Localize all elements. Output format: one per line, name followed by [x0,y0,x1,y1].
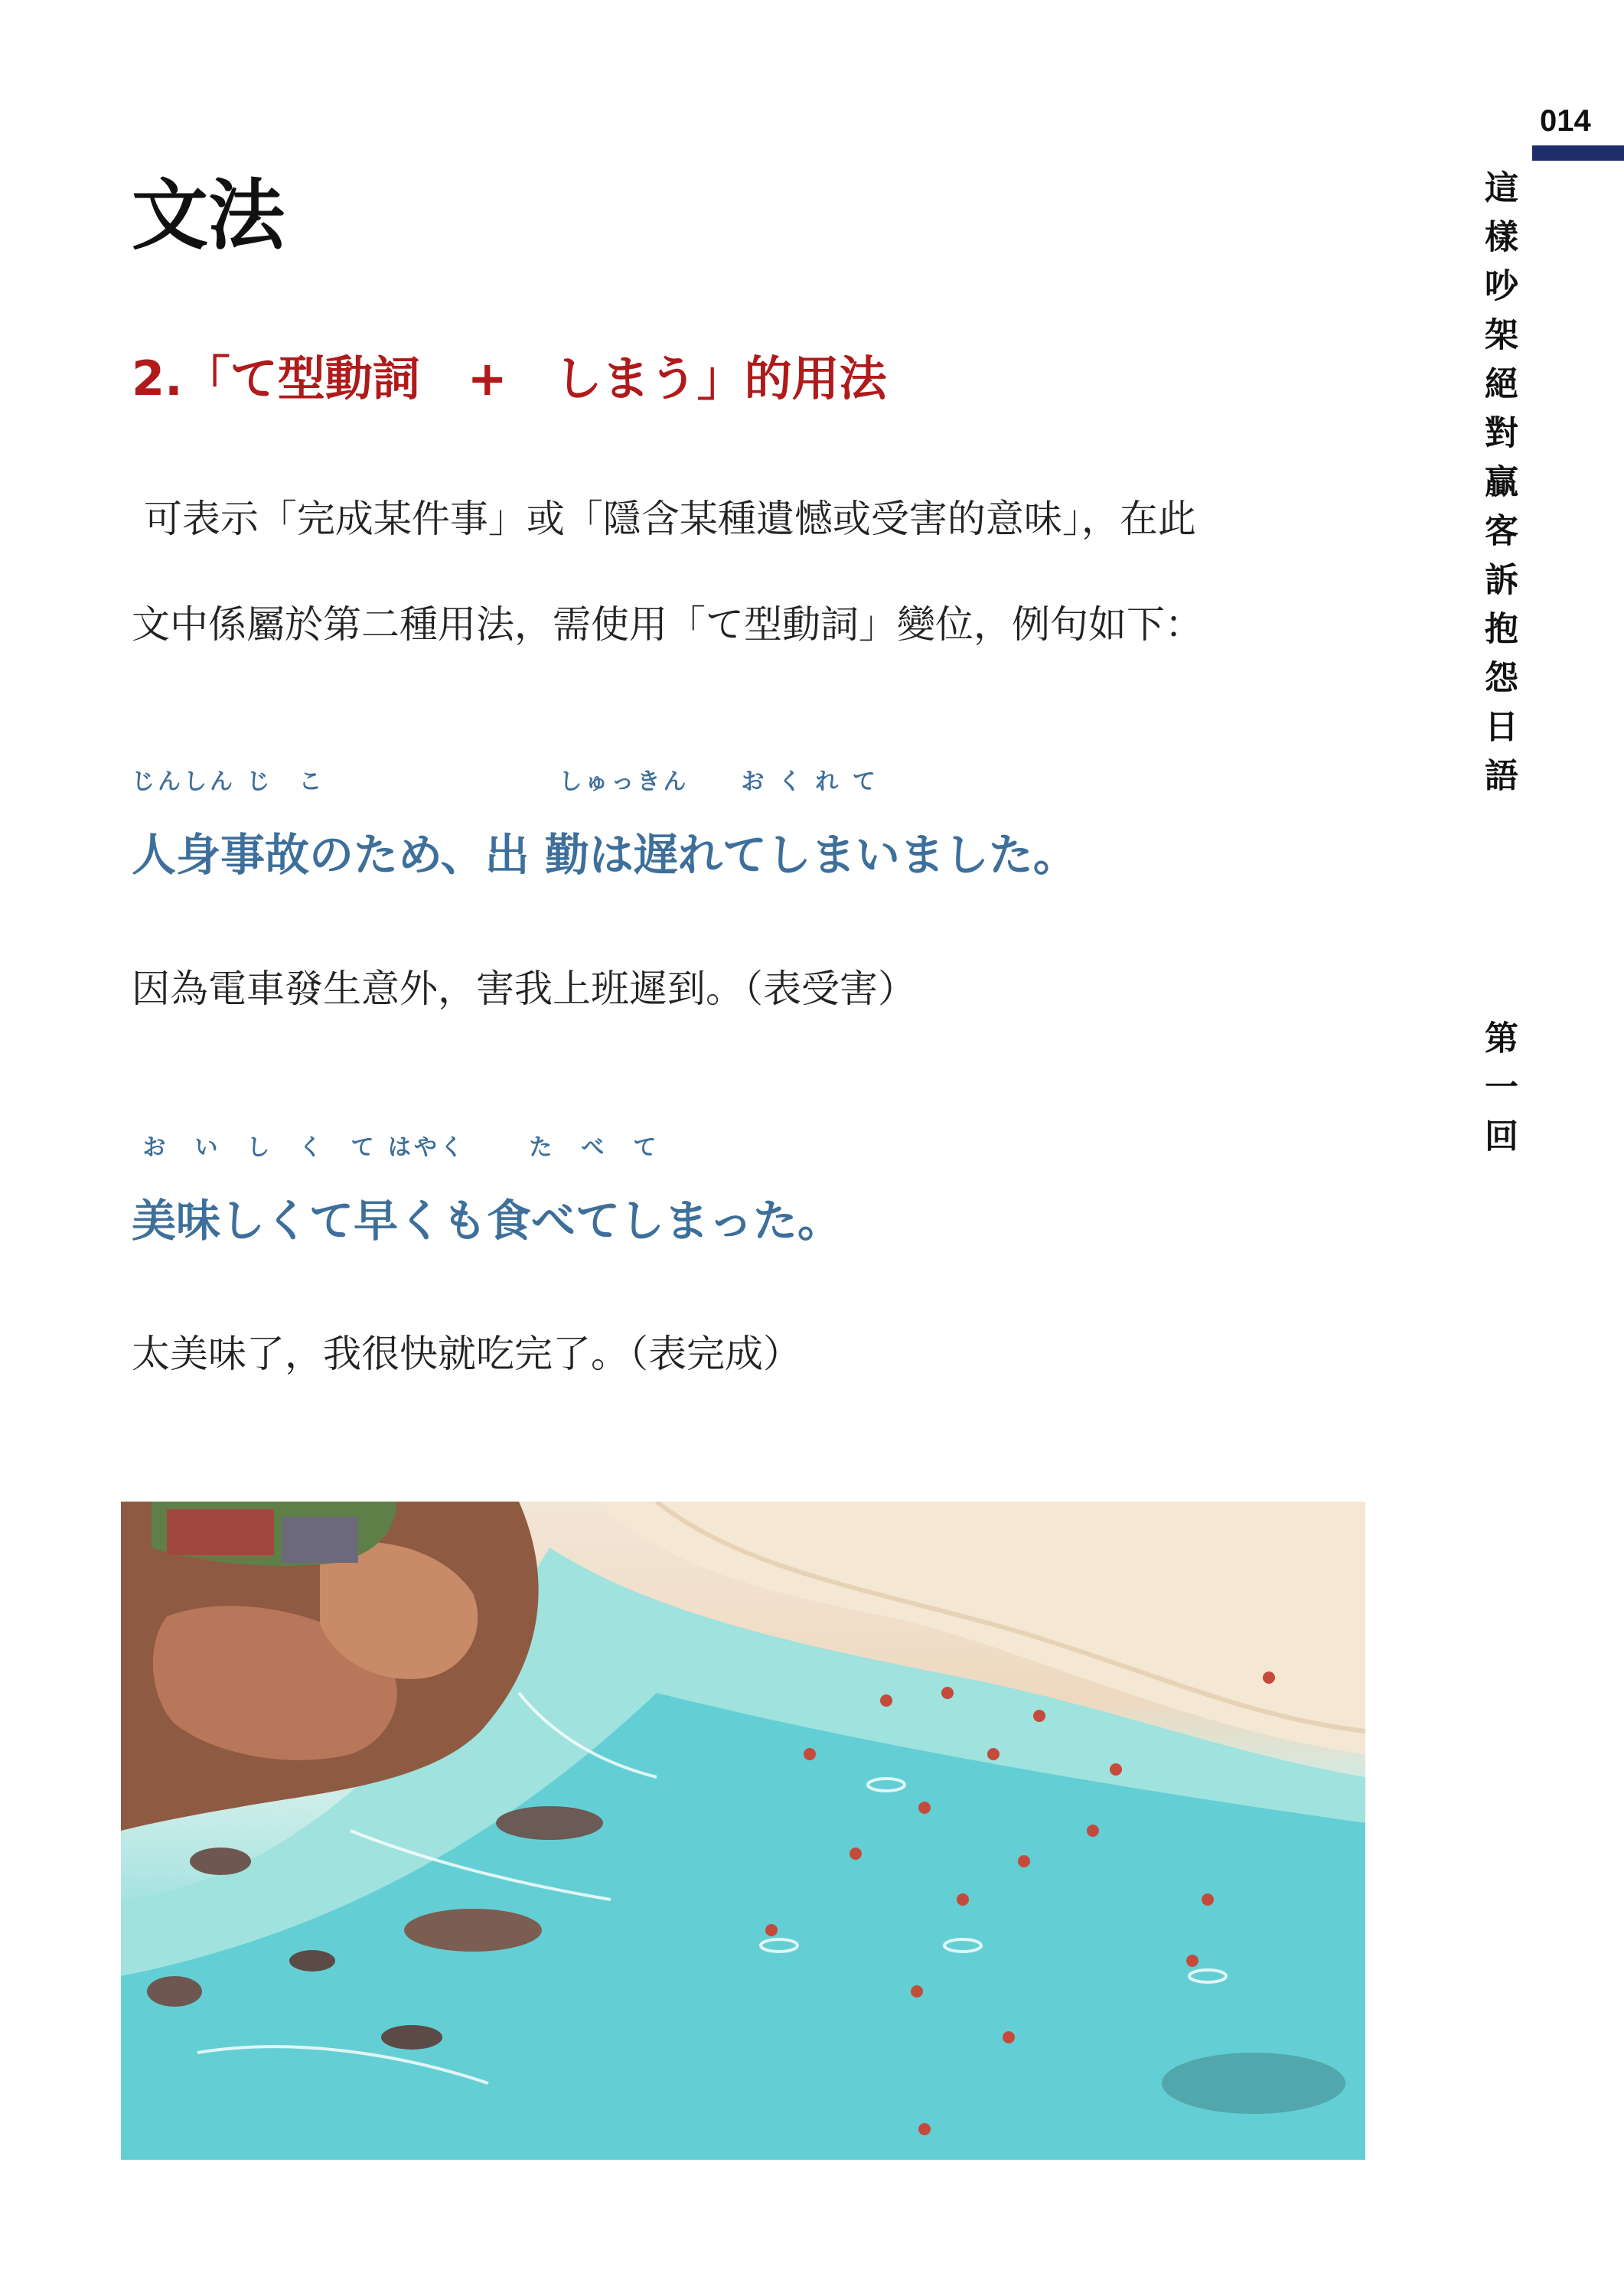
grammar-point-title: 2.「て型動詞 + しまう」的用法 [132,351,887,406]
book-title-vertical: 這樣吵架絕對贏客訴抱怨日語 [1479,170,1518,807]
beach-illustration [121,1502,1365,2160]
example-2-furigana: お い し く て はやく た べ て [132,1134,660,1161]
page-number: 014 [1540,104,1591,138]
example-1-translation: 因為電車發生意外，害我上班遲到。（表受害） [132,967,916,1011]
page-number-bar [1532,145,1624,161]
example-1-sentence: 人身事故のため、出 勤は遅れてしまいました。 [132,829,1078,881]
example-2-translation: 太美味了，我很快就吃完了。（表完成） [132,1332,801,1376]
explanation-line-1: 可表示「完成某件事」或「隱含某種遺憾或受害的意味」，在此 [132,497,1196,541]
chapter-label-vertical: 第一回 [1479,1020,1518,1167]
explanation-line-2: 文中係屬於第二種用法，需使用「て型動詞」變位，例句如下： [132,602,1203,647]
example-1-furigana: じんしん じ こ しゅっきん お く れ て [132,768,879,795]
page-title: 文法 [132,171,285,260]
example-2-sentence: 美味しくて早くも食べてしまった。 [132,1195,843,1247]
